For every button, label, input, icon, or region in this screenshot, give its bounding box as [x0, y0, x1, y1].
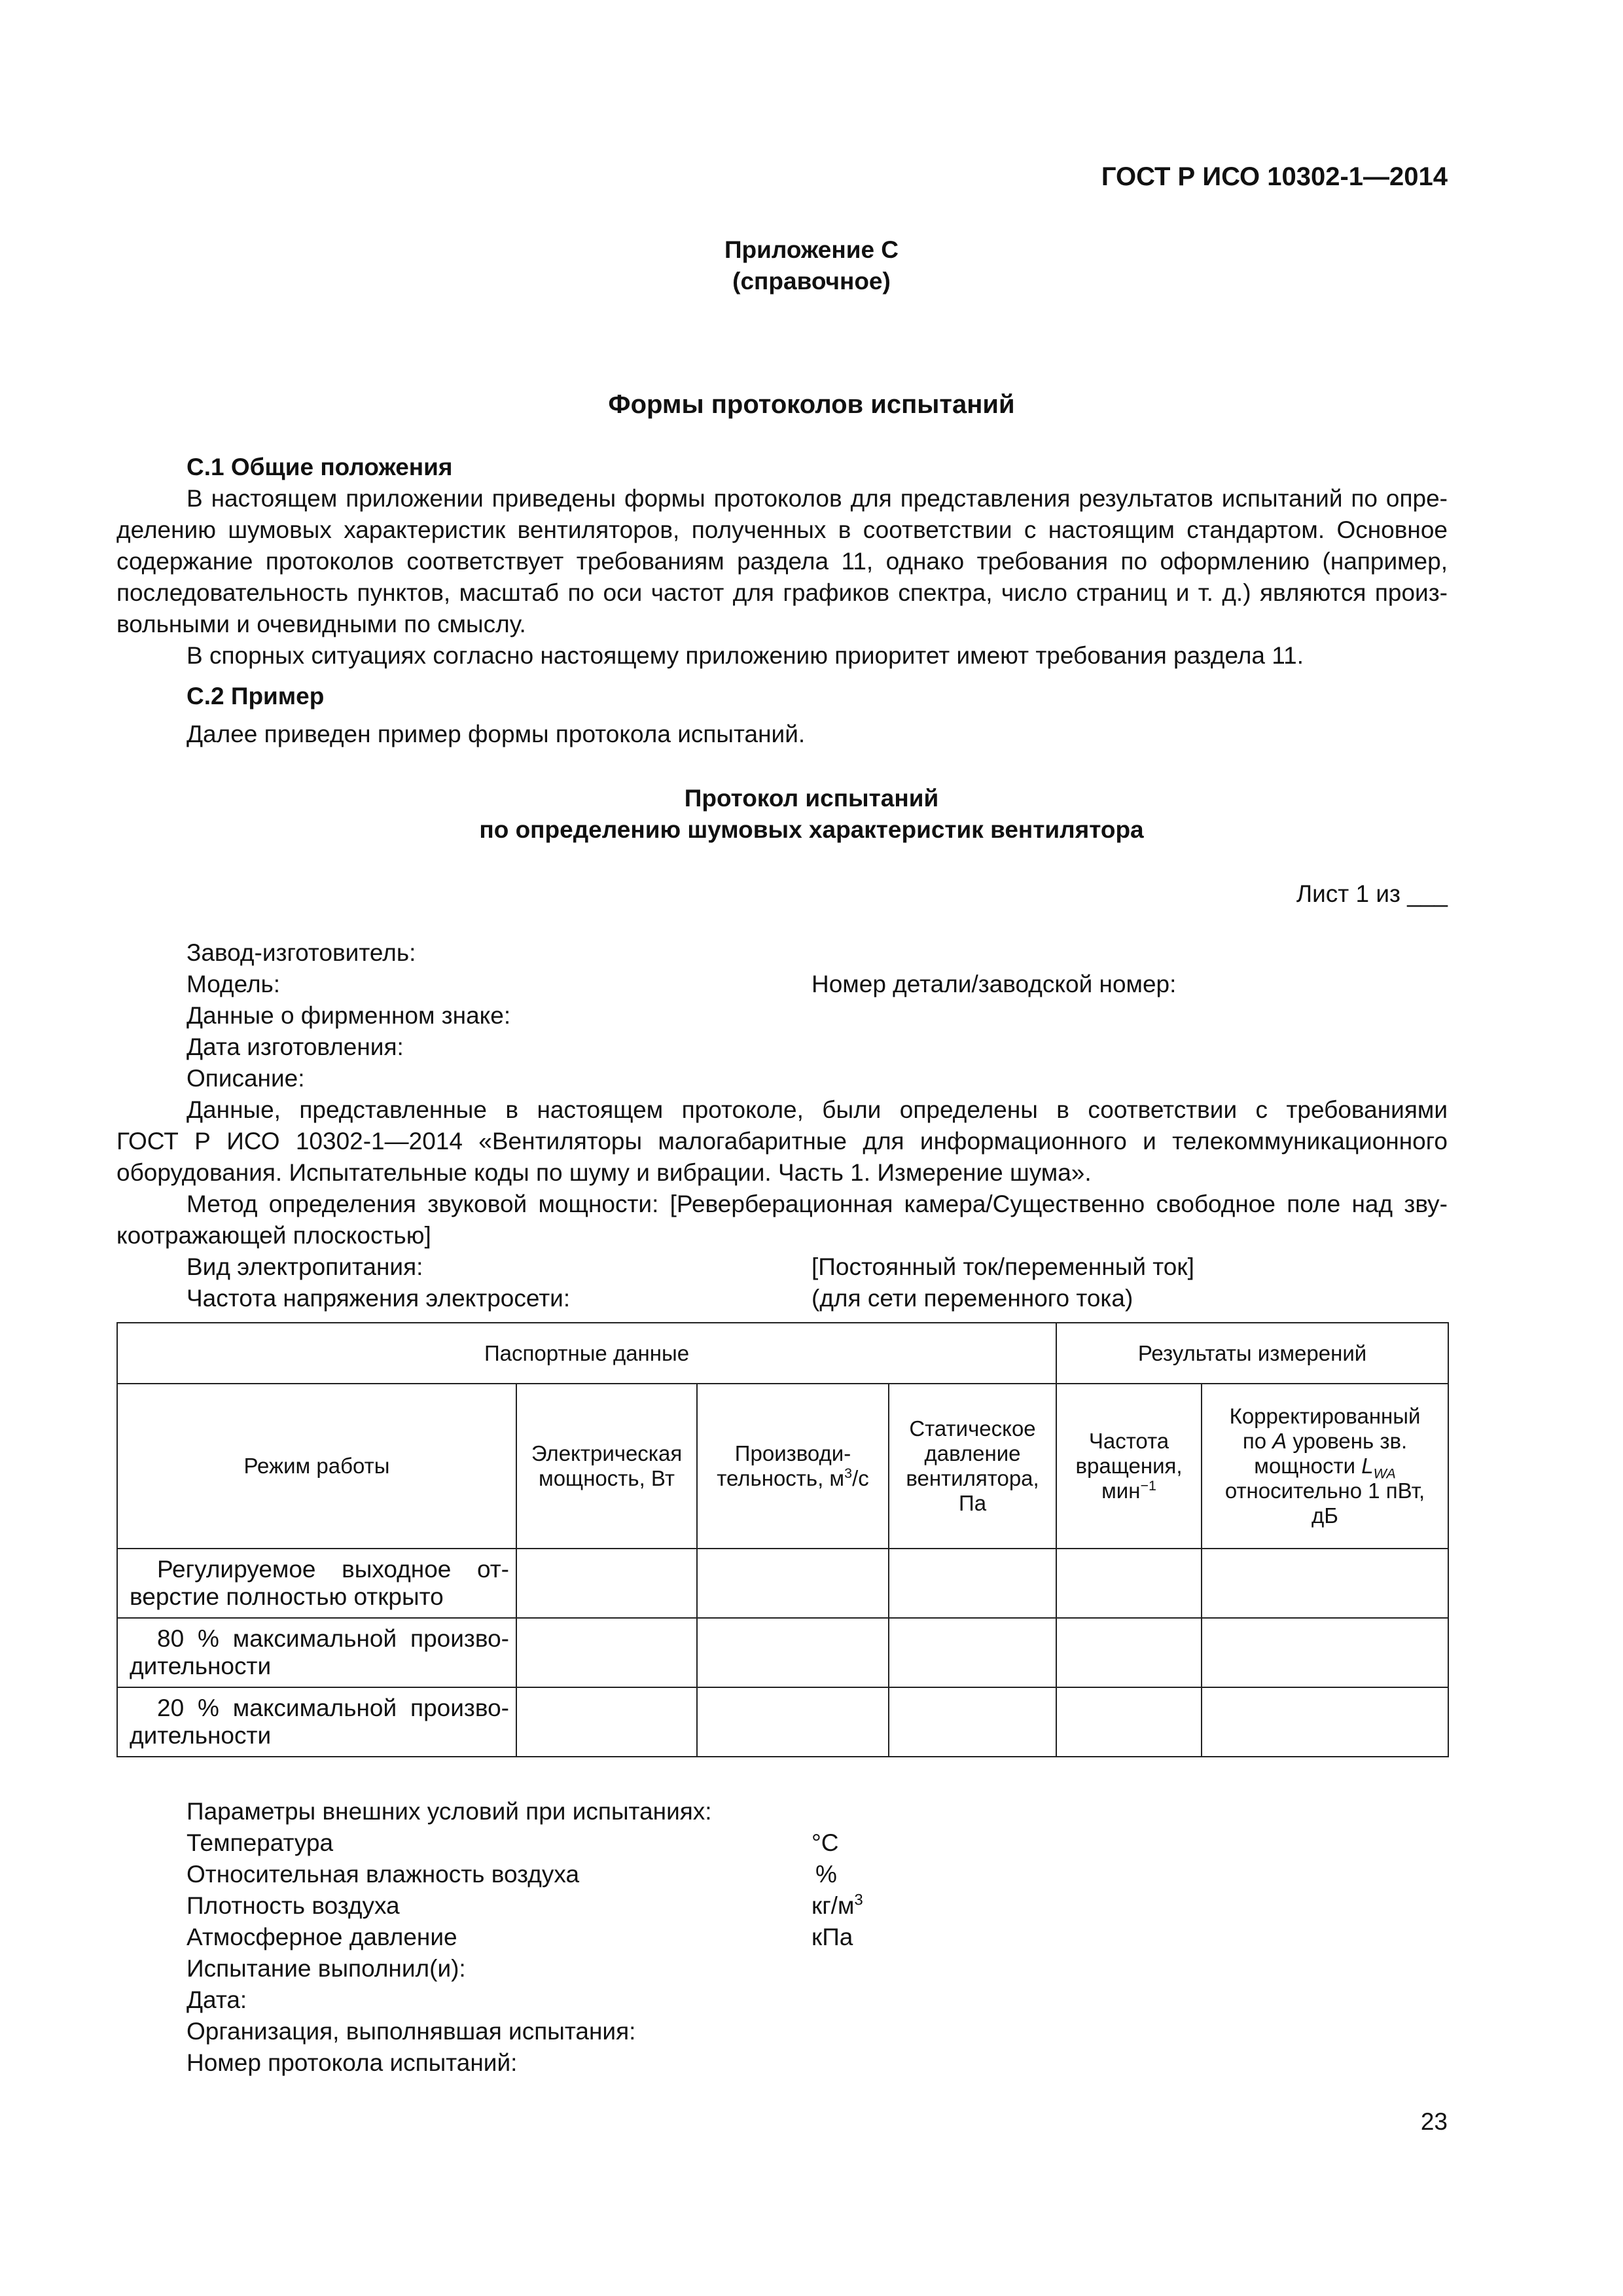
- c2-paragraph: Далее приведен пример формы протокола испытаний.: [187, 721, 806, 747]
- row-label: 20 % максимальной произво- дительности: [117, 1687, 516, 1757]
- c2-heading: С.2 Пример: [187, 683, 325, 709]
- table-cell: [889, 1549, 1056, 1618]
- table-cell: [1202, 1687, 1448, 1757]
- density-unit: $кг/м^3$: [812, 1891, 863, 1919]
- model-label: Модель:: [187, 971, 281, 997]
- trademark-label: Данные о фирменном знаке:: [187, 1002, 511, 1029]
- conditions-heading: Параметры внешних условий при испытаниях:: [187, 1798, 712, 1825]
- pressure-label: Атмосферное давление: [187, 1924, 457, 1950]
- table-cell: [697, 1687, 889, 1757]
- table-group-passport: Паспортные данные: [117, 1323, 1056, 1384]
- organization-label: Организация, выполнявшая испытания:: [187, 2018, 636, 2045]
- table-cell: [697, 1618, 889, 1687]
- method-line: Метод определения звуковой мощности: [Реверберационная камера/Существенно свободное поле над зву-: [187, 1191, 1448, 1217]
- protocol-table: [116, 1322, 1449, 1757]
- pressure-unit: кПа: [812, 1924, 853, 1950]
- temperature-unit: °С: [812, 1829, 839, 1856]
- sheet-number: Лист 1 из ___: [1296, 880, 1448, 907]
- c1-heading: С.1 Общие положения: [187, 454, 453, 480]
- table-cell: [889, 1618, 1056, 1687]
- description-label: Описание:: [187, 1065, 305, 1092]
- data-line: Данные, представленные в настоящем протоколе, были определены в соответствии с требованиями: [187, 1096, 1448, 1123]
- performed-by-label: Испытание выполнил(и):: [187, 1955, 466, 1982]
- data-line: оборудования. Испытательные коды по шуму и вибрации. Часть 1. Измерение шума».: [116, 1159, 1092, 1186]
- protocol-number-label: Номер протокола испытаний:: [187, 2049, 518, 2076]
- table-cell: [889, 1687, 1056, 1757]
- method-paragraph: [116, 1189, 1448, 1251]
- humidity-unit: %: [815, 1861, 837, 1888]
- table-cell: [516, 1549, 697, 1618]
- protocol-title: Протокол испытаний: [684, 785, 939, 812]
- density-label: Плотность воздуха: [187, 1892, 400, 1919]
- humidity-label: Относительная влажность воздуха: [187, 1861, 580, 1888]
- method-line: коотражающей плоскостью]: [116, 1222, 431, 1249]
- column-header-flow: Производи- тельность, $м^3/с$: [697, 1384, 889, 1549]
- page-number: 23: [1420, 2108, 1448, 2135]
- table-cell: [1056, 1549, 1202, 1618]
- table-cell: [1056, 1618, 1202, 1687]
- table-cell: [516, 1687, 697, 1757]
- column-header-power: Электрическая мощность, Вт: [516, 1384, 697, 1549]
- date-label: Дата:: [187, 1986, 247, 2013]
- power-type-value: [Постоянный ток/переменный ток]: [812, 1253, 1194, 1280]
- c1-paragraph: [116, 483, 1448, 640]
- appendix-title: Приложение С: [724, 236, 899, 263]
- table-cell: [516, 1618, 697, 1687]
- appendix-type: (справочное): [732, 268, 891, 295]
- table-group-results: Результаты измерений: [1056, 1323, 1448, 1384]
- c1-line: содержание протоколов соответствует требованиям раздела 11, однако требования по оформлению (например,: [116, 548, 1448, 575]
- c1-paragraph-2: В спорных ситуациях согласно настоящему приложению приоритет имеют требования раздела 11.: [187, 642, 1304, 669]
- column-header-sound-level: Корректированный по A уровень зв. мощности $L_{WA}$ относительно 1 пВт, дБ: [1202, 1384, 1448, 1549]
- row-label: Регулируемое выходное от- верстие полностью открыто: [117, 1549, 516, 1618]
- c1-line: делению шумовых характеристик вентиляторов, полученных в соответствии с настоящим стандартом. Основное: [116, 516, 1448, 543]
- c1-line: В настоящем приложении приведены формы протоколов для представления результатов испытаний по опре-: [187, 485, 1448, 512]
- table-cell: [1056, 1687, 1202, 1757]
- c1-line: вольными и очевидными по смыслу.: [116, 611, 526, 637]
- table-row: [117, 1687, 1448, 1757]
- power-type-label: Вид электропитания:: [187, 1253, 423, 1280]
- temperature-label: Температура: [187, 1829, 334, 1856]
- table-row: [117, 1618, 1448, 1687]
- protocol-subtitle: по определению шумовых характеристик вентилятора: [479, 816, 1144, 843]
- column-header-mode: Режим работы: [117, 1384, 516, 1549]
- c1-line: последовательность пунктов, масштаб по оси частот для графиков спектра, число страниц и т. д.) являются произ-: [116, 579, 1448, 606]
- frequency-label: Частота напряжения электросети:: [187, 1285, 571, 1312]
- date-made-label: Дата изготовления:: [187, 1033, 404, 1060]
- table-cell: [1202, 1549, 1448, 1618]
- part-number-label: Номер детали/заводской номер:: [812, 971, 1177, 997]
- table-cell: [697, 1549, 889, 1618]
- standard-header: ГОСТ Р ИСО 10302-1—2014: [1101, 162, 1448, 191]
- data-line: ГОСТ Р ИСО 10302-1—2014 «Вентиляторы малогабаритные для информационного и телекоммуникационного: [116, 1128, 1448, 1155]
- table-cell: [1202, 1618, 1448, 1687]
- frequency-value: (для сети переменного тока): [812, 1285, 1133, 1312]
- column-header-speed: Частота вращения, мин$^{-1}$: [1056, 1384, 1202, 1549]
- row-label: 80 % максимальной произво- дительности: [117, 1618, 516, 1687]
- column-header-pressure: Статическое давление вентилятора, Па: [889, 1384, 1056, 1549]
- table-row: [117, 1549, 1448, 1618]
- section-title: Формы протоколов испытаний: [608, 390, 1015, 419]
- manufacturer-label: Завод-изготовитель:: [187, 939, 416, 966]
- data-paragraph: [116, 1094, 1448, 1189]
